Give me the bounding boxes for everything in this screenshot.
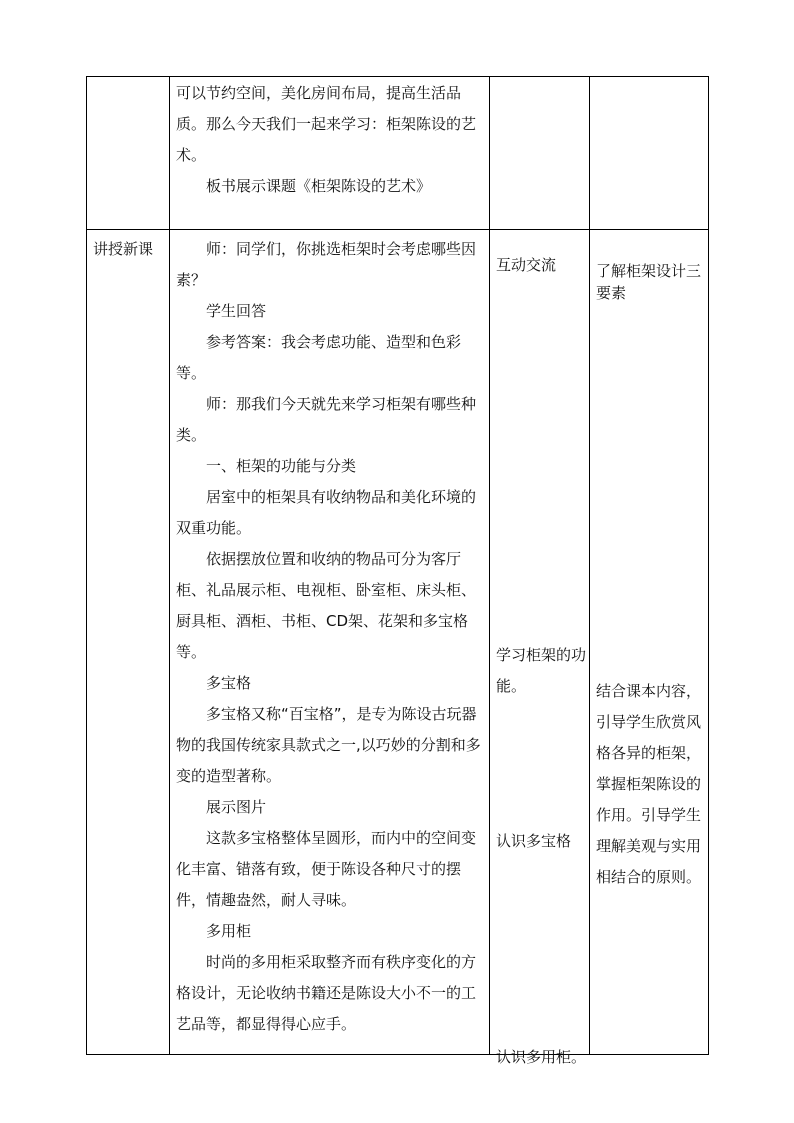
activity-text: 互动交流 — [496, 256, 557, 274]
stage-cell — [87, 230, 170, 1055]
intent-text: 结合课本内容，引导学生欣赏风格各异的柜架，掌握柜架陈设的作用。引导学生理解美观与实用相结合的原则。 — [596, 682, 702, 886]
activity-text: 认识多宝格 — [496, 832, 572, 850]
table-row — [87, 230, 709, 1055]
activity-cell — [490, 230, 590, 1066]
table-row — [87, 77, 709, 230]
stage-label: 讲授新课 — [93, 240, 154, 258]
content-paragraph: 可以节约空间，美化房间布局，提高生活品质。那么今天我们一起来学习：柜架陈设的艺术。 — [176, 84, 477, 164]
subsection-heading: 多用柜 — [206, 922, 252, 940]
lesson-plan-table — [86, 76, 709, 1066]
intent-text — [590, 77, 708, 81]
subsection-heading: 多宝格 — [206, 674, 252, 692]
stage-cell — [87, 77, 170, 230]
intent-text: 了解柜架设计三要素 — [596, 262, 702, 302]
intent-cell — [590, 77, 709, 230]
content-paragraph: 学生回答 — [206, 302, 267, 320]
content-paragraph: 参考答案：我会考虑功能、造型和色彩等。 — [176, 333, 462, 382]
intent-cell — [590, 230, 709, 1055]
content-paragraph: 板书展示课题《柜架陈设的艺术》 — [206, 177, 432, 195]
activity-text — [490, 77, 589, 81]
content-paragraph: 依据摆放位置和收纳的物品可分为客厅柜、礼品展示柜、电视柜、卧室柜、床头柜、厨具柜、酒柜、书柜、CD架、花架和多宝格等。 — [176, 550, 477, 661]
content-paragraph: 师：那我们今天就先来学习柜架有哪些种类。 — [176, 395, 477, 444]
content-cell — [170, 77, 490, 230]
content-paragraph: 时尚的多用柜采取整齐而有秩序变化的方格设计，无论收纳书籍还是陈设大小不一的工艺品等，都显得得心应手。 — [176, 953, 477, 1033]
content-paragraph: 多宝格又称“百宝格”，是专为陈设古玩器物的我国传统家具款式之一,以巧妙的分割和多变的造型著称。 — [176, 705, 481, 785]
section-heading: 一、柜架的功能与分类 — [206, 457, 357, 475]
activity-text: 认识多用柜。 — [496, 1048, 587, 1066]
content-paragraph: 居室中的柜架具有收纳物品和美化环境的双重功能。 — [176, 488, 477, 537]
content-paragraph: 展示图片 — [206, 798, 267, 816]
content-paragraph: 师：同学们，你挑选柜架时会考虑哪些因素？ — [176, 240, 477, 289]
activity-text: 学习柜架的功能。 — [496, 646, 587, 695]
content-cell — [170, 230, 490, 1055]
content-paragraph: 这款多宝格整体呈圆形，而内中的空间变化丰富、错落有致，便于陈设各种尺寸的摆件，情趣盎然，耐人寻味。 — [176, 829, 477, 909]
stage-label — [87, 77, 169, 81]
activity-cell — [490, 77, 590, 230]
